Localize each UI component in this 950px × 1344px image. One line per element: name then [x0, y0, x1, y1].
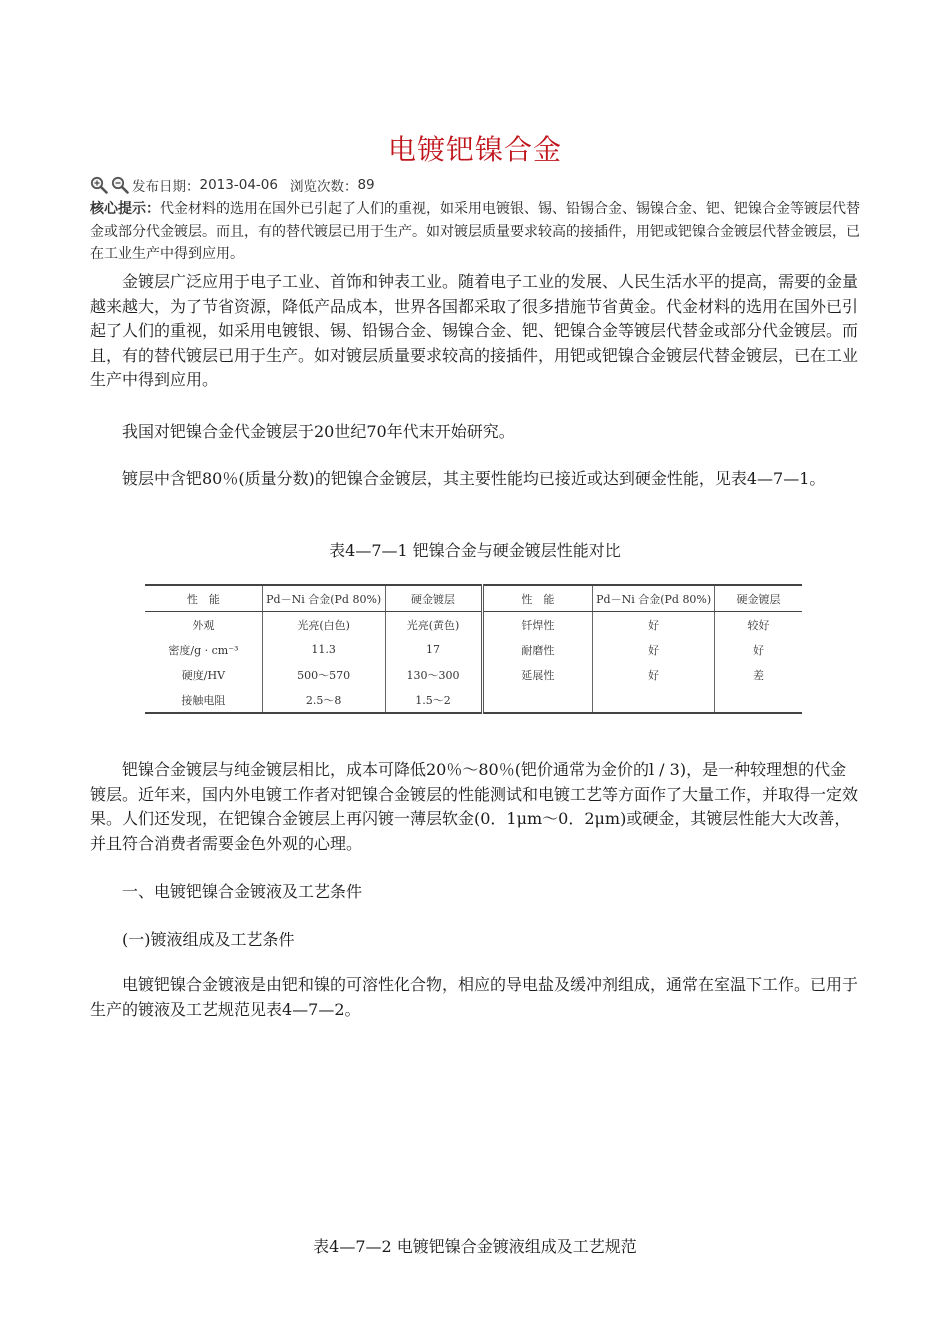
- table-row: [145, 637, 802, 662]
- table-cell: 硬度/HV: [181, 668, 226, 682]
- table-cell: 延展性: [482, 662, 593, 687]
- table-cell: 较好: [715, 612, 802, 638]
- table-cell: 500～570: [262, 662, 385, 687]
- views-count: 89: [357, 177, 375, 193]
- table-cell: [482, 687, 593, 713]
- table-cell: 接触电阻: [181, 693, 226, 707]
- table-row: [145, 687, 802, 713]
- table1-caption: 表4—7—1 钯镍合金与硬金镀层性能对比: [329, 541, 621, 560]
- table-cell: 好: [593, 612, 715, 638]
- table2-caption: 表4—7—2 电镀钯镍合金镀液组成及工艺规范: [313, 1237, 637, 1256]
- subsection-heading-composition: (一)镀液组成及工艺条件: [122, 930, 295, 949]
- publish-date-label: 发布日期：: [132, 179, 200, 195]
- table-header-cell: Pd－Ni 合金(Pd 80%): [593, 585, 715, 612]
- table-row: [145, 662, 802, 687]
- table-header-cell: Pd－Ni 合金(Pd 80%): [262, 585, 385, 612]
- table-header-cell: 性 能: [482, 585, 593, 612]
- core-summary: [90, 198, 860, 266]
- paragraph-performance: 镀层中含钯80％(质量分数)的钯镍合金镀层，其主要性能均已接近或达到硬金性能，见表4—7—1。: [122, 469, 826, 488]
- table-cell: 密度/g · cm⁻³: [168, 643, 239, 657]
- zoom-out-icon[interactable]: [111, 176, 129, 194]
- table-cell: 好: [593, 637, 715, 662]
- table-cell: 差: [715, 662, 802, 687]
- table-header-cell: 性 能: [145, 585, 262, 612]
- table-row: [145, 612, 802, 638]
- table-cell: 耐磨性: [482, 637, 593, 662]
- summary-label: 核心提示：: [90, 201, 160, 217]
- section-heading-bath: 一、电镀钯镍合金镀液及工艺条件: [122, 882, 363, 901]
- table-cell: 好: [715, 637, 802, 662]
- table-cell: 光亮(白色): [262, 612, 385, 638]
- table-cell: 钎焊性: [482, 612, 593, 638]
- table-cell: 外观: [192, 618, 215, 632]
- table-cell: 17: [385, 637, 482, 662]
- summary-text: 代金材料的选用在国外已引起了人们的重视，如采用电镀银、锡、铅锡合金、锡镍合金、钯、钯镍合金等镀层代替金或部分代金镀层。而且，有的替代镀层已用于生产。如对镀层质量要求较高的接插件，用钯或钯镍合金镀层代替金镀层，已在工业生产中得到应用。: [90, 201, 860, 262]
- publish-date: 2013-04-06: [199, 177, 278, 193]
- table-header-cell: 硬金镀层: [385, 585, 482, 612]
- zoom-in-icon[interactable]: [90, 176, 108, 194]
- article-title: 电镀钯镍合金: [387, 133, 562, 166]
- property-comparison-table: [145, 584, 802, 714]
- table-cell: 光亮(黄色): [385, 612, 482, 638]
- table-cell: 130～300: [385, 662, 482, 687]
- table-cell: [715, 687, 802, 713]
- table-header-cell: 硬金镀层: [715, 585, 802, 612]
- article-meta: [90, 174, 375, 196]
- table-cell: [593, 687, 715, 713]
- table-header-row: [145, 585, 802, 612]
- table-cell: 2.5～8: [262, 687, 385, 713]
- paragraph-intro: 金镀层广泛应用于电子工业、首饰和钟表工业。随着电子工业的发展、人民生活水平的提高，需要的金量越来越大，为了节省资源，降低产品成本，世界各国都采取了很多措施节省黄金。代金材料的选用在国外已引起了人们的重视，如采用电镀银、锡、铅锡合金、锡镍合金、钯、钯镍合金等镀层代替金或部分代金镀层。而且，有的替代镀层已用于生产。如对镀层质量要求较高的接插件，用钯或钯镍合金镀层代替金镀层，已在工业生产中得到应用。: [90, 272, 859, 389]
- paragraph-research: 我国对钯镍合金代金镀层于20世纪70年代末开始研究。: [122, 422, 515, 441]
- paragraph-bath-composition: 电镀钯镍合金镀液是由钯和镍的可溶性化合物，相应的导电盐及缓冲剂组成，通常在室温下工作。已用于生产的镀液及工艺规范见表4—7—2。: [90, 975, 859, 1019]
- table-cell: 11.3: [262, 637, 385, 662]
- views-label: 浏览次数：: [289, 179, 358, 195]
- table1-image: [145, 584, 802, 714]
- table-cell: 1.5～2: [385, 687, 482, 713]
- table-cell: 好: [593, 662, 715, 687]
- paragraph-cost: 钯镍合金镀层与纯金镀层相比，成本可降低20％～80％(钯价通常为金价的l / 3)，是一种较理想的代金镀层。近年来，国内外电镀工作者对钯镍合金镀层的性能测试和电镀工艺等方面作了大量工作，并取得一定效果。人们还发现，在钯镍合金镀层上再闪镀一薄层软金(0．1μm～0．2μm)或硬金，其镀层性能大大改善，并且符合消费者需要金色外观的心理。: [90, 760, 859, 853]
